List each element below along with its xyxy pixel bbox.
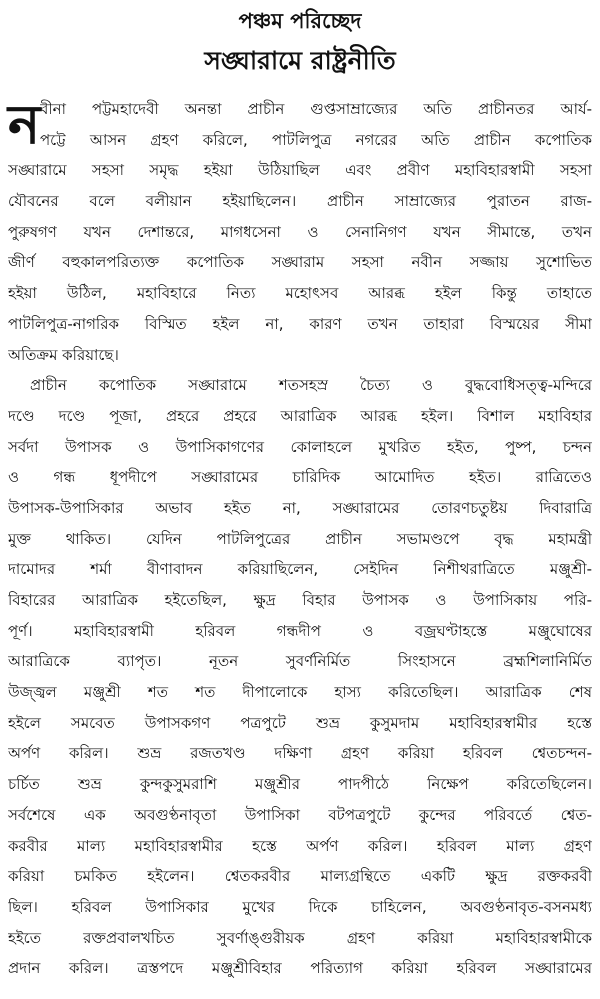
- text-line: প্রদান করিল। ত্রস্তপদে মঞ্জুশ্রীবিহার পরিত্যাগ করিয়া হরিবল সঙ্ঘারামের: [8, 959, 592, 978]
- chapter-number-heading: পঞ্চম পরিচ্ছেদ: [238, 9, 362, 33]
- text-line: উজ্জ্বল মঞ্জুশ্রী শত শত দীপালোকে হাস্য করিতেছিল। আরাত্রিক শেষ: [8, 683, 592, 702]
- text-line: দামোদর শর্মা বীণাবাদন করিয়াছিলেন, সেইদিন নিশীথরাত্রিতে মঞ্জুশ্রী-: [8, 560, 592, 579]
- text-line: দণ্ডে দণ্ডে পূজা, প্রহরে প্রহরে আরাত্রিক আরব্ধ হইল। বিশাল মহাবিহার: [8, 406, 592, 425]
- text-line: আরাত্রিকে ব্যাপৃত। নূতন সুবর্ণনির্মিত সিংহাসনে ব্রহ্মশিলানির্মিত: [8, 652, 592, 671]
- text-line: করবীর মাল্য মহাবিহারস্বামীর হস্তে অর্পণ করিল। হরিবল মাল্য গ্রহণ: [8, 836, 592, 855]
- text-line: করিয়া চমকিত হইলেন। শ্বেতকরবীর মাল্যগ্রন্থিতে একটি ক্ষুদ্র রক্তকরবী: [8, 867, 592, 886]
- paragraph-1: [8, 94, 592, 370]
- text-line: হইতে রক্তপ্রবালখচিত সুবর্ণাঙ্গুরীয়ক গ্রহণ করিয়া মহাবিহারস্বামীকে: [8, 928, 592, 947]
- text-line: পট্টে আসন গ্রহণ করিলে, পাটলিপুত্র নগরের অতি প্রাচীন কপোতিক: [40, 130, 592, 149]
- text-line: বীনা পট্টমহাদেবী অনন্তা প্রাচীন গুপ্তসাম্রাজ্যের অতি প্রাচীনতর আর্য-: [40, 100, 592, 118]
- text-line: বিহারের আরাত্রিক হইতেছিল, ক্ষুদ্র বিহার উপাসক ও উপাসিকায় পরি-: [8, 591, 592, 609]
- text-line: হইয়া উঠিল, মহাবিহারে নিত্য মহোৎসব আরব্ধ হইল কিন্তু তাহাতে: [8, 284, 592, 303]
- text-line: চর্চিত শুভ্র কুন্দকুসুমরাশি মঞ্জুশ্রীর পাদপীঠে নিক্ষেপ করিতেছিলেন।: [8, 775, 592, 794]
- paragraph-1-lines: [8, 94, 592, 370]
- text-line: হইলে সমবেত উপাসকগণ পত্রপুটে শুভ্র কুসুমদাম মহাবিহারস্বামীর হস্তে: [8, 713, 592, 732]
- chapter-title-text: সঙ্ঘারামে রাষ্ট্রনীতি: [204, 46, 396, 75]
- text-line: সঙ্ঘারামে সহসা সমৃদ্ধ হইয়া উঠিয়াছিল এবং প্রবীণ মহাবিহারস্বামী সহসা: [8, 161, 592, 180]
- text-line: প্রাচীন কপোতিক সঙ্ঘারামে শতসহস্র চৈত্য ও বুদ্ধবোধিসত্ত্ব-মন্দিরে: [30, 376, 592, 395]
- text-line: মুক্ত থাকিত। যেদিন পাটলিপুত্রের প্রাচীন সভামণ্ডপে বৃদ্ধ মহামন্ত্রী: [8, 529, 592, 548]
- text-line: উপাসক-উপাসিকার অভাব হইত না, সঙ্ঘারামের তোরণচতুষ্টয় দিবারাত্রি: [8, 498, 592, 517]
- text-line: অর্পণ করিল। শুভ্র রজতখণ্ড দক্ষিণা গ্রহণ করিয়া হরিবল শ্বেতচন্দন-: [8, 744, 592, 763]
- text-line: জীর্ণ বহুকালপরিত্যক্ত কপোতিক সঙ্ঘারাম সহসা নবীন সজ্জায় সুশোভিত: [8, 253, 592, 272]
- paragraph-2: [8, 370, 592, 984]
- text-line: সর্বশেষে এক অবগুণ্ঠনাবৃতা উপাসিকা বটপত্রপুটে কুন্দের পরিবর্তে শ্বেত-: [8, 805, 592, 824]
- text-line: ছিল। হরিবল উপাসিকার মুখের দিকে চাহিলেন, অবগুণ্ঠনাবৃত-বসনমধ্য: [8, 897, 592, 916]
- text-line: পাটলিপুত্র-নাগরিক বিস্মিত হইল না, কারণ তখন তাহারা বিস্ময়ের সীমা: [8, 314, 592, 333]
- text-line: পূর্ণ। মহাবিহারস্বামী হরিবল গন্ধদীপ ও বজ্রঘণ্টাহস্তে মঞ্জুঘোষের: [8, 621, 592, 640]
- text-line: অতিক্রম করিয়াছে।: [8, 345, 119, 364]
- text-line: সর্বদা উপাসক ও উপাসিকাগণের কোলাহলে মুখরিত হইত, পুষ্প, চন্দন: [8, 437, 592, 456]
- chapter-title: [8, 44, 592, 80]
- drop-cap-letter: ন: [8, 92, 41, 156]
- text-line: ও গন্ধ ধূপদীপে সঙ্ঘারামের চারিদিক আমোদিত হইত। রাত্রিতেও: [8, 468, 592, 487]
- text-line: যৌবনের বলে বলীয়ান হইয়াছিলেন। প্রাচীন সাম্রাজ্যের পুরাতন রাজ-: [8, 192, 592, 211]
- text-line: পুরুষগণ যখন দেশান্তরে, মাগধসেনা ও সেনানিগণ যখন সীমান্তে, তখন: [8, 222, 592, 241]
